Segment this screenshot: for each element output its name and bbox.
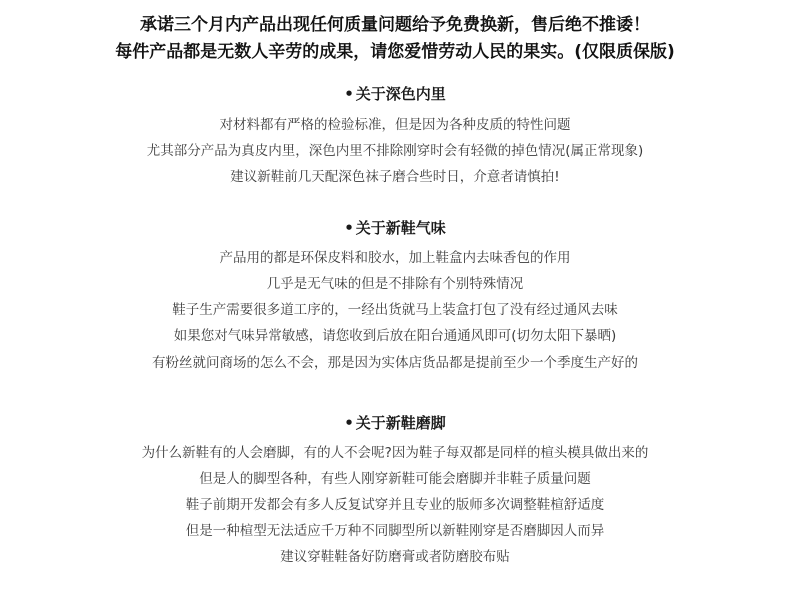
bullet-icon: •	[344, 219, 354, 237]
section-line: 产品用的都是环保皮料和胶水，加上鞋盒内去味香包的作用	[219, 250, 571, 266]
section-line: 鞋子生产需要很多道工序的，一经出货就马上装盒打包了没有经过通风去味	[172, 302, 618, 318]
section-title-text: 关于新鞋气味	[355, 219, 446, 237]
section-title-text: 关于新鞋磨脚	[355, 414, 446, 432]
cherish-headline: 每件产品都是无数人辛劳的成果，请您爱惜劳动人民的果实。(仅限质保版)	[115, 42, 675, 62]
section-line: 为什么新鞋有的人会磨脚，有的人不会呢?因为鞋子每双都是同样的楦头模具做出来的	[141, 445, 649, 461]
section-line: 有粉丝就问商场的怎么不会，那是因为实体店货品都是提前至少一个季度生产好的	[152, 355, 638, 371]
section-title-text: 关于深色内里	[355, 85, 446, 103]
section-title-shoe-rubbing	[0, 412, 790, 433]
section-line: 对材料都有严格的检验标准，但是因为各种皮质的特性问题	[219, 117, 571, 133]
section-line: 如果您对气味异常敏感，请您收到后放在阳台通通风即可(切勿太阳下暴晒)	[173, 328, 617, 344]
bullet-icon: •	[344, 414, 354, 432]
warranty-headline: 承诺三个月内产品出现任何质量问题给予免费换新，售后绝不推诿！	[140, 15, 650, 35]
section-line: 几乎是无气味的但是不排除有个别特殊情况	[266, 276, 524, 292]
section-title-dark-lining	[0, 83, 790, 104]
section-line: 尤其部分产品为真皮内里，深色内里不排除刚穿时会有轻微的掉色情况(属正常现象)	[146, 143, 644, 159]
bullet-icon: •	[344, 85, 354, 103]
section-line: 鞋子前期开发都会有多人反复试穿并且专业的版师多次调整鞋楦舒适度	[185, 497, 605, 513]
section-line: 建议穿鞋鞋备好防磨膏或者防磨胶布贴	[280, 549, 510, 565]
section-title-shoe-odor	[0, 217, 790, 238]
section-line: 但是一种楦型无法适应千万种不同脚型所以新鞋刚穿是否磨脚因人而异	[185, 523, 605, 539]
section-line: 但是人的脚型各种，有些人刚穿新鞋可能会磨脚并非鞋子质量问题	[199, 471, 591, 487]
section-line: 建议新鞋前几天配深色袜子磨合些时日，介意者请慎拍!	[230, 169, 560, 185]
